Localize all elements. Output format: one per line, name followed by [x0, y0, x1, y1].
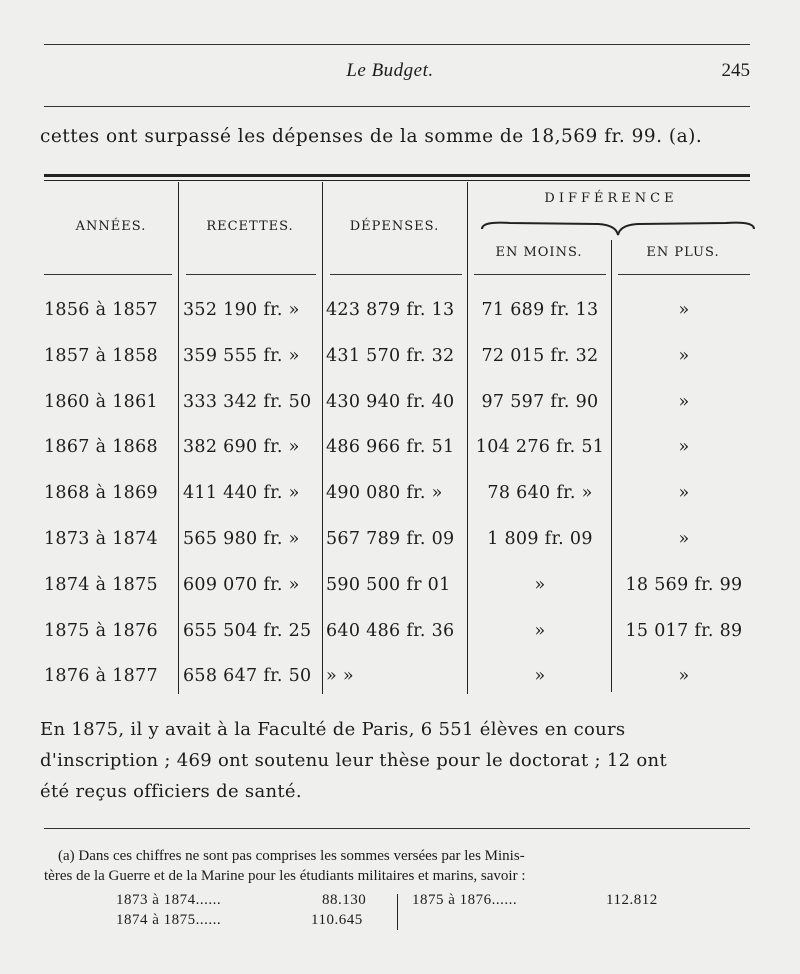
en-plus-cell: » — [678, 345, 690, 366]
header-underline — [44, 274, 172, 275]
depenses-cell: 430 940 fr. 40 — [326, 391, 455, 412]
en-moins-cell: 97 597 fr. 90 — [481, 391, 599, 412]
running-title: Le Budget. — [346, 60, 434, 81]
depenses-cell: 423 879 fr. 13 — [326, 300, 455, 320]
en-moins-cell: 78 640 fr. » — [487, 483, 593, 504]
header-recettes: RECETTES. — [206, 219, 294, 234]
body-paragraph — [40, 714, 756, 807]
header-bottom-rule — [44, 106, 750, 107]
recettes-cell: 352 190 fr. » — [183, 300, 300, 320]
depenses-cell: 567 789 fr. 09 — [326, 529, 455, 549]
table-column-divider — [611, 240, 612, 692]
en-moins-cell: » — [534, 620, 546, 641]
header-underline — [330, 274, 462, 275]
table-column-divider — [178, 182, 179, 694]
en-plus-cell: » — [678, 391, 690, 412]
year-cell: 1856 à 1857 — [44, 300, 158, 320]
recettes-cell: 333 342 fr. 50 — [183, 391, 312, 412]
body-line: d'inscription ; 469 ont soutenu leur thèse pour le doctorat ; 12 ont — [40, 750, 667, 771]
recettes-cell: 382 690 fr. » — [183, 437, 300, 458]
page-number: 245 — [721, 60, 750, 81]
recettes-cell: 658 647 fr. 50 — [183, 666, 312, 687]
en-plus-cell: » — [678, 529, 690, 549]
header-difference: DIFFÉRENCE — [544, 191, 678, 206]
footnote-rule — [44, 828, 750, 829]
depenses-cell: 486 966 fr. 51 — [326, 437, 455, 458]
en-moins-cell: 104 276 fr. 51 — [475, 437, 605, 458]
depenses-cell: 590 500 fr 01 — [326, 574, 451, 595]
en-moins-cell: 71 689 fr. 13 — [481, 300, 599, 320]
depenses-cell: » » — [326, 666, 354, 687]
en-moins-cell: » — [534, 574, 546, 595]
intro-sentence: cettes ont surpassé les dépenses de la somme de 18,569 fr. 99. (a). — [40, 126, 703, 147]
depenses-cell: 490 080 fr. » — [326, 483, 443, 504]
recettes-cell: 565 980 fr. » — [183, 529, 300, 549]
year-cell: 1860 à 1861 — [44, 391, 158, 412]
depenses-cell: 431 570 fr. 32 — [326, 345, 455, 366]
year-cell: 1868 à 1869 — [44, 483, 158, 504]
header-top-rule — [44, 44, 750, 45]
recettes-cell: 411 440 fr. » — [183, 483, 300, 504]
footnote-divider — [397, 894, 398, 930]
header-annees: ANNÉES. — [75, 219, 147, 234]
footnote-line: tères de la Guerre et de la Marine pour les étudiants militaires et marins, savoir : — [44, 868, 526, 884]
year-cell: 1876 à 1877 — [44, 666, 158, 687]
header-en-plus: EN PLUS. — [646, 245, 720, 260]
brace-icon — [480, 215, 756, 237]
en-plus-cell: » — [678, 300, 690, 320]
footnote-entry-value: 110.645 — [311, 912, 363, 928]
header-underline — [474, 274, 606, 275]
recettes-cell: 655 504 fr. 25 — [183, 620, 312, 641]
recettes-cell: 359 555 fr. » — [183, 345, 300, 366]
year-cell: 1875 à 1876 — [44, 620, 158, 641]
header-depenses: DÉPENSES. — [349, 219, 440, 234]
year-cell: 1857 à 1858 — [44, 345, 158, 366]
body-line: été reçus officiers de santé. — [40, 781, 302, 802]
en-plus-cell: 18 569 fr. 99 — [625, 574, 743, 595]
header-en-moins: EN MOINS. — [495, 245, 583, 260]
footnote-line: (a) Dans ces chiffres ne sont pas comprises les sommes versées par les Minis- — [58, 848, 525, 864]
en-plus-cell: » — [678, 483, 690, 504]
table-column-divider — [322, 182, 323, 694]
table-top-rule-thin — [44, 180, 750, 181]
en-plus-cell: » — [678, 666, 690, 687]
en-plus-cell: 15 017 fr. 89 — [625, 620, 743, 641]
header-underline — [186, 274, 316, 275]
footnote-entry-value: 112.812 — [606, 892, 658, 908]
body-line: En 1875, il y avait à la Faculté de Paris, 6 551 élèves en cours — [40, 719, 626, 740]
footnote-entry-value: 88.130 — [322, 892, 367, 908]
footnote-entry-period: 1875 à 1876...... — [412, 892, 518, 908]
table-top-rule — [44, 174, 750, 177]
year-cell: 1873 à 1874 — [44, 529, 158, 549]
year-cell: 1867 à 1868 — [44, 437, 158, 458]
en-moins-cell: 72 015 fr. 32 — [481, 345, 599, 366]
depenses-cell: 640 486 fr. 36 — [326, 620, 455, 641]
year-cell: 1874 à 1875 — [44, 574, 158, 595]
footnote — [44, 846, 756, 886]
en-moins-cell: 1 809 fr. 09 — [487, 529, 593, 549]
footnote-entry-period: 1874 à 1875...... — [116, 912, 222, 928]
recettes-cell: 609 070 fr. » — [183, 574, 300, 595]
header-underline — [618, 274, 750, 275]
en-moins-cell: » — [534, 666, 546, 687]
en-plus-cell: » — [678, 437, 690, 458]
footnote-entry-period: 1873 à 1874...... — [116, 892, 222, 908]
